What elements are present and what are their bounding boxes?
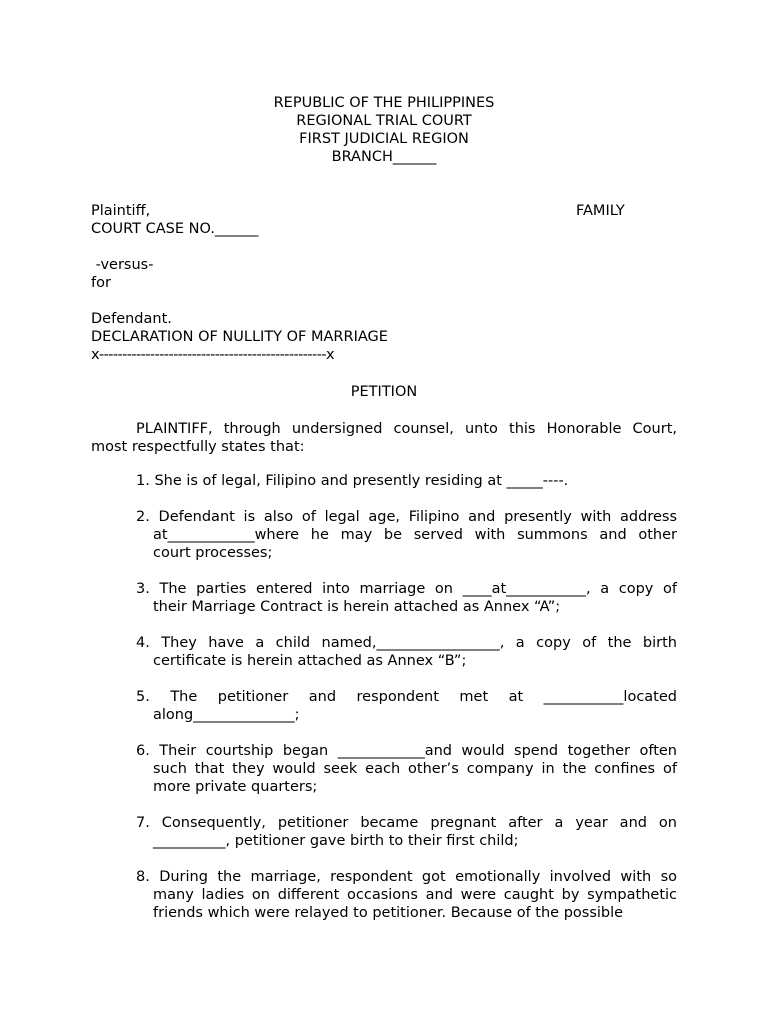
allegation-line: such that they would seek each other’s company in the confines of	[153, 761, 677, 777]
caption-family: FAMILY	[576, 203, 625, 219]
allegation-item	[136, 634, 677, 670]
header-branch: BRANCH______	[331, 149, 437, 165]
court-header	[0, 94, 768, 166]
caption-court-case: COURT CASE NO.______	[91, 221, 259, 237]
allegation-line: 3. The parties entered into marriage on ____at___________, a copy of	[136, 581, 677, 597]
allegation-item	[136, 688, 677, 724]
allegation-line: 5. The petitioner and respondent met at ___________located	[136, 689, 677, 705]
allegation-line: their Marriage Contract is herein attached as Annex “A”;	[153, 599, 561, 615]
allegation-line: __________, petitioner gave birth to their first child;	[153, 833, 519, 849]
allegation-line: along______________;	[153, 707, 300, 723]
caption-defendant: Defendant.	[91, 311, 172, 327]
caption-versus: -versus-	[91, 257, 154, 273]
allegation-item	[136, 742, 677, 796]
allegation-line: at____________where he may be served with summons and other	[153, 527, 677, 543]
caption-declaration: DECLARATION OF NULLITY OF MARRIAGE	[91, 329, 388, 345]
header-republic: REPUBLIC OF THE PHILIPPINES	[273, 95, 495, 111]
allegation-line: 1. She is of legal, Filipino and presently residing at _____----.	[136, 473, 569, 489]
allegation-line: 8. During the marriage, respondent got emotionally involved with so	[136, 869, 677, 885]
intro-paragraph	[91, 420, 677, 456]
petition-title: PETITION	[350, 384, 418, 400]
allegation-line: 7. Consequently, petitioner became pregnant after a year and on	[136, 815, 677, 831]
allegation-item	[136, 868, 677, 922]
allegation-item	[136, 508, 677, 562]
allegation-line: 4. They have a child named,_________________, a copy of the birth	[136, 635, 677, 651]
allegation-line: certificate is herein attached as Annex “B”;	[153, 653, 467, 669]
caption-separator: x-------------------------------------------------x	[91, 347, 334, 363]
allegation-line: friends which were relayed to petitioner. Because of the possible	[153, 905, 624, 921]
header-region: FIRST JUDICIAL REGION	[299, 131, 469, 147]
header-court: REGIONAL TRIAL COURT	[296, 113, 472, 129]
allegation-item	[136, 580, 677, 616]
caption-for: for	[91, 275, 111, 291]
allegation-line: many ladies on different occasions and were caught by sympathetic	[153, 887, 677, 903]
allegation-item	[136, 472, 677, 490]
allegation-line: 2. Defendant is also of legal age, Filipino and presently with address	[136, 509, 677, 525]
caption-plaintiff: Plaintiff,	[91, 203, 151, 219]
allegation-item	[136, 814, 677, 850]
allegation-line: court processes;	[153, 545, 273, 561]
intro-line-1: PLAINTIFF, through undersigned counsel, unto this Honorable Court,	[136, 421, 677, 437]
intro-line-2: most respectfully states that:	[91, 439, 305, 455]
allegation-line: 6. Their courtship began ____________and would spend together often	[136, 743, 677, 759]
allegation-line: more private quarters;	[153, 779, 318, 795]
